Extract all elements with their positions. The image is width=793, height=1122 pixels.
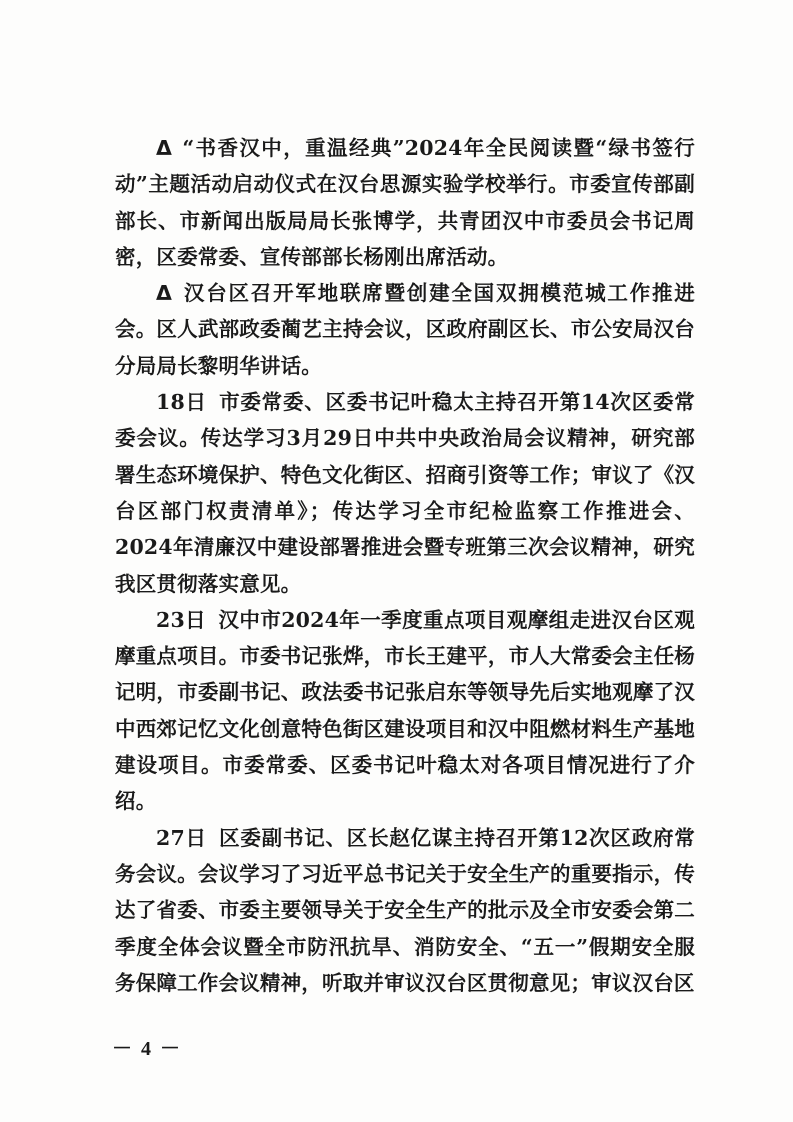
entry-date: 18日 <box>156 390 207 415</box>
paragraph-event-military <box>115 275 695 384</box>
paragraph-date-18 <box>115 384 695 602</box>
paragraph-text: 汉台区召开军地联席暨创建全国双拥模范城工作推进会。区人武部政委蔺艺主持会议，区政府副区长、市公安局汉台分局局长黎明华讲话。 <box>115 281 695 378</box>
document-body <box>115 130 695 1001</box>
paragraph-text: “书香汉中，重温经典”2024年全民阅读暨“绿书签行动”主题活动启动仪式在汉台思源实验学校举行。市委宣传部副部长、市新闻出版局局长张博学，共青团汉中市委员会书记周密，区委常委、宣传部部长杨刚出席活动。 <box>115 136 695 269</box>
bullet-triangle-marker: Δ <box>156 136 173 160</box>
entry-date: 27日 <box>156 825 207 850</box>
paragraph-date-27 <box>115 820 695 1001</box>
paragraph-event-reading <box>115 130 695 275</box>
paragraph-date-23 <box>115 602 695 820</box>
paragraph-text: 市委常委、区委书记叶稳太主持召开第14次区委常委会议。传达学习3月29日中共中央政治局会议精神，研究部署生态环境保护、特色文化街区、招商引资等工作；审议了《汉台区部门权责清单》；传达学习全市纪检监察工作推进会、2024年清廉汉中建设部署推进会暨专班第三次会议精神，研究我区贯彻落实意见。 <box>115 390 695 596</box>
entry-date: 23日 <box>156 607 207 632</box>
bullet-triangle-marker: Δ <box>156 281 173 306</box>
paragraph-text: 汉中市2024年一季度重点项目观摩组走进汉台区观摩重点项目。市委书记张烨，市长王建平，市人大常委会主任杨记明，市委副书记、政法委书记张启东等领导先后实地观摩了汉中西郊记忆文化创意特色街区建设项目和汉中阻燃材料生产基地建设项目。市委常委、区委书记叶稳太对各项目情况进行了介绍。 <box>115 607 695 814</box>
page-number: － 4 － <box>112 1038 182 1060</box>
paragraph-text: 区委副书记、区长赵亿谋主持召开第12次区政府常务会议。会议学习了习近平总书记关于安全生产的重要指示，传达了省委、市委主要领导关于安全生产的批示及全市安委会第二季度全体会议暨全市防汛抗旱、消防安全、“五一”假期安全服务保障工作会议精神，听取并审议汉台区贯彻意见；审议汉台区 <box>115 825 695 995</box>
